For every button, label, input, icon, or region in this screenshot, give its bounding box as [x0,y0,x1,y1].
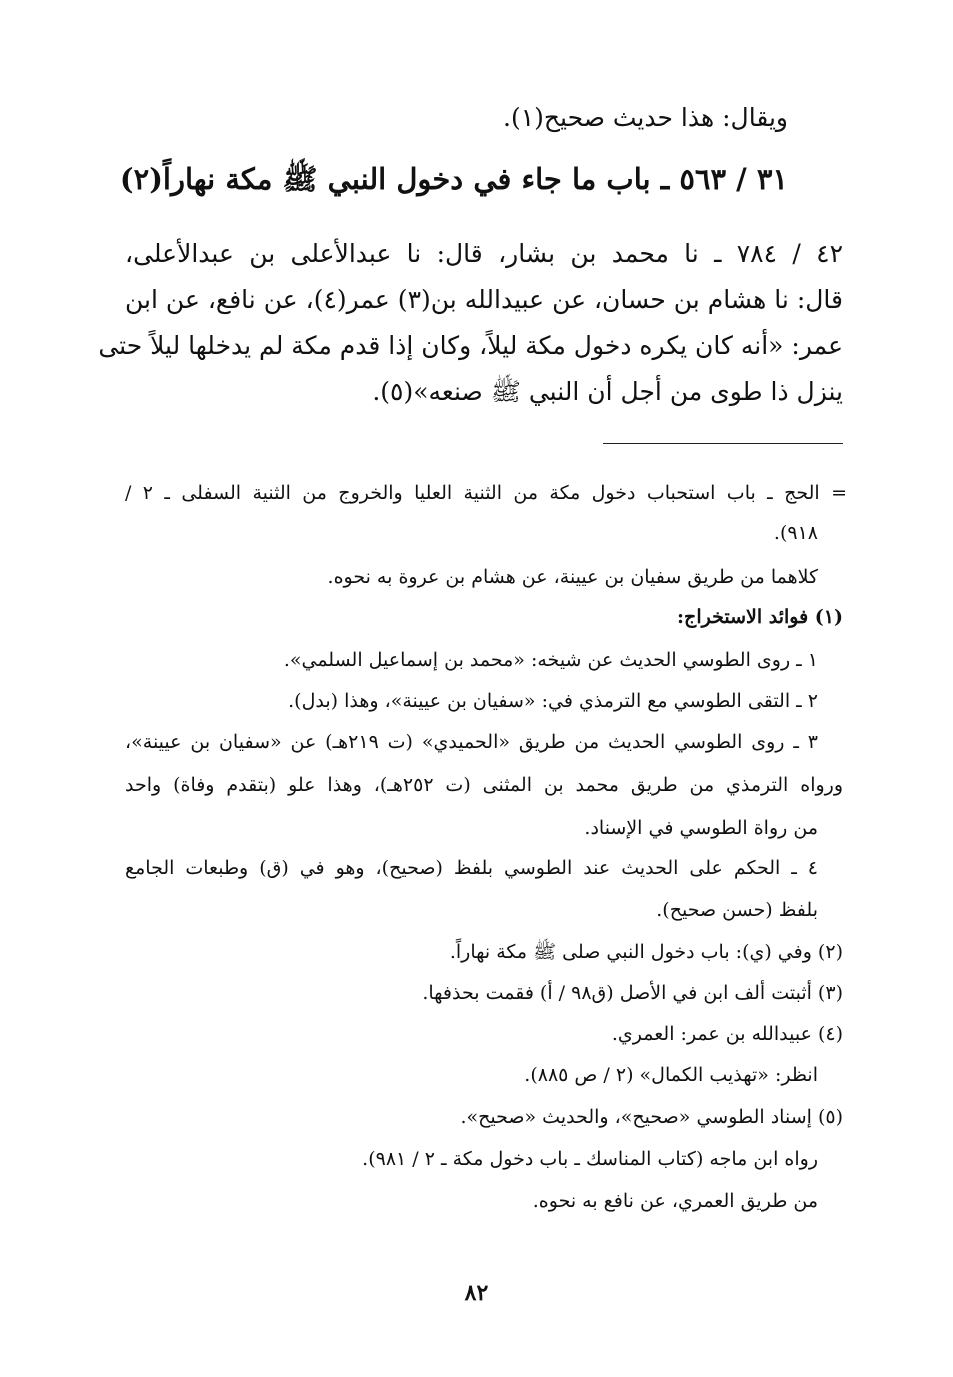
chapter-heading: ٣١ / ٥٦٣ ـ باب ما جاء في دخول النبي ﷺ مكة نهاراً(٢) [119,162,788,196]
footnote-line: ٩١٨). [773,522,818,544]
footnote-line: بلفظ (حسن صحيح). [656,899,818,921]
footnote-line: انظر: «تهذيب الكمال» (٢ / ص ٨٨٥). [524,1064,818,1086]
footnote-line: ورواه الترمذي من طريق محمد بن المثنى (ت ٢٥٢هـ)، وهذا علو (بتقدم وفاة) واحد [125,774,843,796]
hadith-line: قال: نا هشام بن حسان، عن عبيدالله بن(٣) عمر(٤)، عن نافع، عن ابن [125,285,843,314]
hadith-line: ٤٢ / ٧٨٤ ـ نا محمد بن بشار، قال: نا عبدالأعلى بن عبدالأعلى، [125,239,843,268]
intro-line: ويقال: هذا حديث صحيح(١). [503,103,788,132]
footnote-line: ٣ ـ روى الطوسي الحديث من طريق «الحميدي» (ت ٢١٩هـ) عن «سفيان بن عيينة»، [125,731,818,753]
footnote-line: (٤) عبيدالله بن عمر: العمري. [611,1023,843,1045]
footnote-line: ٤ ـ الحكم على الحديث عند الطوسي بلفظ (صحيح)، وهو في (ق) وطبعات الجامع [125,857,818,879]
hadith-line: عمر: «أنه كان يكره دخول مكة ليلاً، وكان إذا قدم مكة لم يدخلها ليلاً حتى [98,331,843,360]
footnote-line: (٣) أثبتت ألف ابن في الأصل (ق٩٨ / أ) فقمت بحذفها. [422,982,843,1004]
footnote-line: رواه ابن ماجه (كتاب المناسك ـ باب دخول مكة ـ ٢ / ٩٨١). [362,1148,818,1170]
footnote-line: (٥) إسناد الطوسي «صحيح»، والحديث «صحيح». [460,1106,843,1128]
hadith-line: ينزل ذا طوى من أجل أن النبي ﷺ صنعه»(٥). [372,377,843,406]
footnote-line: ٢ ـ التقى الطوسي مع الترمذي في: «سفيان بن عيينة»، وهذا (بدل). [288,690,818,712]
footnote-line: (٢) وفي (ي): باب دخول النبي صلى ﷺ مكة نهاراً. [449,941,843,963]
footnote-line: (١) فوائد الاستخراج: [677,606,843,628]
footnote-line: = الحج ـ باب استحباب دخول مكة من الثنية العليا والخروج من الثنية السفلى ـ ٢ / [125,482,847,504]
footnote-separator [603,443,843,444]
footnote-line: من طريق العمري، عن نافع به نحوه. [532,1190,818,1212]
footnote-line: ١ ـ روى الطوسي الحديث عن شيخه: «محمد بن إسماعيل السلمي». [283,649,818,671]
page-number: ٨٢ [464,1280,489,1306]
footnote-line: من رواة الطوسي في الإسناد. [584,817,818,839]
footnote-line: كلاهما من طريق سفيان بن عيينة، عن هشام بن عروة به نحوه. [327,566,818,588]
